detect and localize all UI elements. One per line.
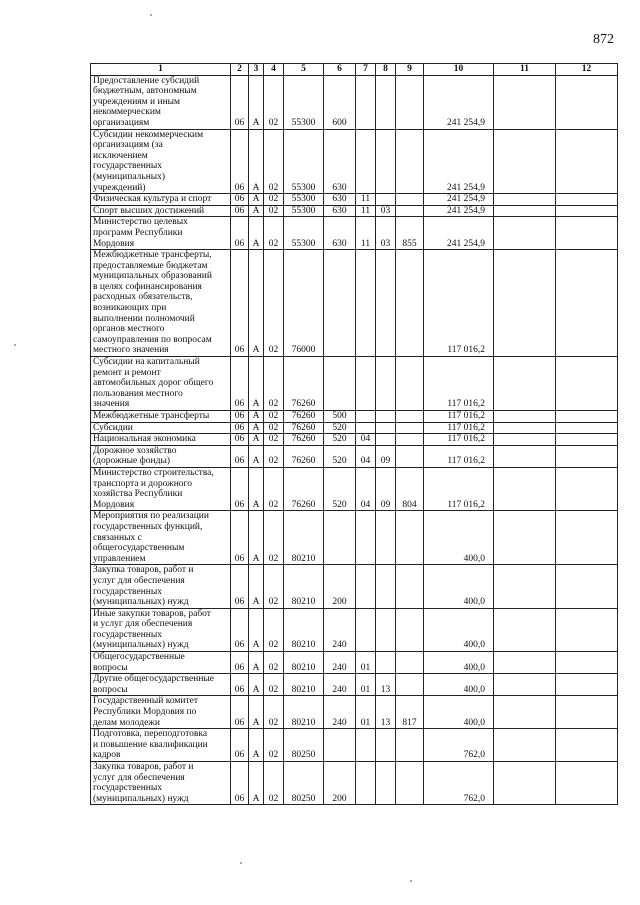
code-cell-c9: [396, 652, 424, 674]
column-header: 3: [249, 64, 264, 76]
code-cell-c4: 02: [264, 511, 284, 565]
amount-cell: 117 016,2: [424, 422, 494, 434]
code-cell-c2: 06: [231, 205, 249, 217]
code-cell-c8: [376, 75, 396, 129]
code-cell-c9: [396, 357, 424, 411]
code-cell-c8: [376, 729, 396, 762]
table-row: [91, 674, 618, 696]
row-description: Субсидии некоммерческим организациям (за исключением государственных (муниципальных) учреждений): [91, 129, 231, 194]
code-cell-c2: 06: [231, 422, 249, 434]
table-row: [91, 762, 618, 805]
code-cell-c8: 13: [376, 674, 396, 696]
code-cell-c8: [376, 762, 396, 805]
column-header: 12: [556, 64, 618, 76]
code-cell-c6: 240: [324, 652, 356, 674]
code-cell-c9: [396, 75, 424, 129]
code-cell-c12: [556, 674, 618, 696]
row-description: Субсидии на капитальный ремонт и ремонт автомобильных дорог общего пользования местного значения: [91, 357, 231, 411]
code-cell-c11: [494, 422, 556, 434]
amount-cell: 241 254,9: [424, 217, 494, 250]
code-cell-c12: [556, 411, 618, 423]
code-cell-c11: [494, 445, 556, 467]
code-cell-c11: [494, 434, 556, 446]
code-cell-c5: 76260: [284, 411, 324, 423]
code-cell-c5: 55300: [284, 129, 324, 194]
scan-speck: [150, 14, 152, 16]
code-cell-c5: 80210: [284, 696, 324, 729]
code-cell-c2: 06: [231, 434, 249, 446]
code-cell-c7: 01: [356, 652, 376, 674]
row-description: Общегосударственные вопросы: [91, 652, 231, 674]
code-cell-c2: 06: [231, 511, 249, 565]
code-cell-c9: 817: [396, 696, 424, 729]
table-row: [91, 696, 618, 729]
code-cell-c6: 200: [324, 565, 356, 608]
code-cell-c4: 02: [264, 434, 284, 446]
code-cell-c6: 240: [324, 674, 356, 696]
row-description: Подготовка, переподготовка и повышение квалификации кадров: [91, 729, 231, 762]
column-header: 10: [424, 64, 494, 76]
code-cell-c3: А: [249, 422, 264, 434]
table-body: [91, 75, 618, 805]
code-cell-c2: 06: [231, 652, 249, 674]
column-header: 5: [284, 64, 324, 76]
scan-speck: [14, 344, 16, 346]
code-cell-c12: [556, 696, 618, 729]
code-cell-c11: [494, 652, 556, 674]
code-cell-c11: [494, 357, 556, 411]
code-cell-c7: 04: [356, 434, 376, 446]
code-cell-c7: [356, 729, 376, 762]
code-cell-c2: 06: [231, 729, 249, 762]
code-cell-c5: 80210: [284, 652, 324, 674]
code-cell-c7: 11: [356, 205, 376, 217]
table-row: [91, 652, 618, 674]
code-cell-c12: [556, 511, 618, 565]
code-cell-c11: [494, 565, 556, 608]
code-cell-c4: 02: [264, 357, 284, 411]
header-row: [91, 64, 618, 76]
code-cell-c7: 11: [356, 194, 376, 206]
code-cell-c5: 80250: [284, 729, 324, 762]
code-cell-c6: 240: [324, 608, 356, 651]
scan-speck: [240, 862, 242, 864]
code-cell-c8: [376, 608, 396, 651]
code-cell-c8: 09: [376, 467, 396, 510]
code-cell-c5: 55300: [284, 205, 324, 217]
code-cell-c11: [494, 129, 556, 194]
code-cell-c7: 01: [356, 696, 376, 729]
code-cell-c9: [396, 608, 424, 651]
code-cell-c2: 06: [231, 194, 249, 206]
amount-cell: 117 016,2: [424, 434, 494, 446]
code-cell-c4: 02: [264, 217, 284, 250]
table-row: [91, 411, 618, 423]
code-cell-c11: [494, 511, 556, 565]
code-cell-c9: [396, 565, 424, 608]
code-cell-c12: [556, 217, 618, 250]
row-description: Закупка товаров, работ и услуг для обеспечения государственных (муниципальных) нужд: [91, 565, 231, 608]
table-row: [91, 357, 618, 411]
code-cell-c6: 240: [324, 696, 356, 729]
row-description: Межбюджетные трансферты: [91, 411, 231, 423]
row-description: Межбюджетные трансферты, предоставляемые бюджетам муниципальных образований в целях софинансирования расходных обязательств, возникающих при выполнении полномочий органов местного самоуправления по вопросам местного значения: [91, 250, 231, 357]
code-cell-c12: [556, 762, 618, 805]
code-cell-c7: [356, 422, 376, 434]
code-cell-c7: [356, 565, 376, 608]
code-cell-c12: [556, 434, 618, 446]
table-row: [91, 565, 618, 608]
column-header: 1: [91, 64, 231, 76]
code-cell-c3: А: [249, 434, 264, 446]
code-cell-c12: [556, 75, 618, 129]
amount-cell: 117 016,2: [424, 411, 494, 423]
code-cell-c7: [356, 250, 376, 357]
amount-cell: 117 016,2: [424, 250, 494, 357]
row-description: Иные закупки товаров, работ и услуг для обеспечения государственных (муниципальных) нужд: [91, 608, 231, 651]
code-cell-c12: [556, 652, 618, 674]
amount-cell: 762,0: [424, 729, 494, 762]
code-cell-c9: [396, 762, 424, 805]
code-cell-c12: [556, 129, 618, 194]
code-cell-c11: [494, 205, 556, 217]
code-cell-c5: 80210: [284, 565, 324, 608]
code-cell-c6: 520: [324, 445, 356, 467]
code-cell-c3: А: [249, 445, 264, 467]
amount-cell: 400,0: [424, 565, 494, 608]
code-cell-c3: А: [249, 217, 264, 250]
code-cell-c4: 02: [264, 205, 284, 217]
code-cell-c3: А: [249, 652, 264, 674]
code-cell-c7: [356, 357, 376, 411]
amount-cell: 241 254,9: [424, 194, 494, 206]
code-cell-c8: 03: [376, 217, 396, 250]
column-header: 6: [324, 64, 356, 76]
code-cell-c9: [396, 194, 424, 206]
amount-cell: 400,0: [424, 696, 494, 729]
code-cell-c9: [396, 729, 424, 762]
table-header: [91, 64, 618, 76]
table-row: [91, 434, 618, 446]
code-cell-c9: [396, 445, 424, 467]
amount-cell: 400,0: [424, 511, 494, 565]
code-cell-c5: 76260: [284, 422, 324, 434]
code-cell-c6: 630: [324, 194, 356, 206]
code-cell-c8: 03: [376, 205, 396, 217]
code-cell-c12: [556, 250, 618, 357]
code-cell-c3: А: [249, 129, 264, 194]
amount-cell: 117 016,2: [424, 467, 494, 510]
code-cell-c4: 02: [264, 467, 284, 510]
row-description: Мероприятия по реализации государственных функций, связанных с общегосударственным управлением: [91, 511, 231, 565]
code-cell-c5: 76260: [284, 434, 324, 446]
amount-cell: 241 254,9: [424, 205, 494, 217]
code-cell-c11: [494, 75, 556, 129]
amount-cell: 762,0: [424, 762, 494, 805]
column-header: 11: [494, 64, 556, 76]
code-cell-c9: 855: [396, 217, 424, 250]
code-cell-c3: А: [249, 357, 264, 411]
code-cell-c2: 06: [231, 467, 249, 510]
code-cell-c9: [396, 129, 424, 194]
code-cell-c9: [396, 250, 424, 357]
code-cell-c3: А: [249, 729, 264, 762]
row-description: Дорожное хозяйство (дорожные фонды): [91, 445, 231, 467]
code-cell-c12: [556, 467, 618, 510]
code-cell-c8: [376, 357, 396, 411]
table-row: [91, 205, 618, 217]
amount-cell: 241 254,9: [424, 75, 494, 129]
code-cell-c2: 06: [231, 411, 249, 423]
code-cell-c7: 04: [356, 467, 376, 510]
code-cell-c6: [324, 511, 356, 565]
column-header: 4: [264, 64, 284, 76]
code-cell-c5: 76260: [284, 445, 324, 467]
code-cell-c3: А: [249, 205, 264, 217]
amount-cell: 400,0: [424, 652, 494, 674]
code-cell-c11: [494, 217, 556, 250]
code-cell-c7: [356, 511, 376, 565]
code-cell-c6: 520: [324, 467, 356, 510]
amount-cell: 400,0: [424, 674, 494, 696]
column-header: 9: [396, 64, 424, 76]
table-row: [91, 467, 618, 510]
code-cell-c4: 02: [264, 608, 284, 651]
budget-table: [90, 63, 618, 805]
code-cell-c5: 80210: [284, 674, 324, 696]
code-cell-c4: 02: [264, 696, 284, 729]
scan-speck: [410, 880, 412, 882]
code-cell-c8: 13: [376, 696, 396, 729]
code-cell-c6: 200: [324, 762, 356, 805]
code-cell-c5: 76000: [284, 250, 324, 357]
code-cell-c7: [356, 75, 376, 129]
code-cell-c6: 520: [324, 422, 356, 434]
table-row: [91, 511, 618, 565]
code-cell-c11: [494, 250, 556, 357]
code-cell-c2: 06: [231, 696, 249, 729]
code-cell-c6: 600: [324, 75, 356, 129]
code-cell-c2: 06: [231, 674, 249, 696]
code-cell-c12: [556, 729, 618, 762]
code-cell-c5: 55300: [284, 217, 324, 250]
code-cell-c2: 06: [231, 129, 249, 194]
code-cell-c2: 06: [231, 357, 249, 411]
code-cell-c7: 04: [356, 445, 376, 467]
amount-cell: 117 016,2: [424, 357, 494, 411]
code-cell-c3: А: [249, 565, 264, 608]
code-cell-c9: 804: [396, 467, 424, 510]
code-cell-c4: 02: [264, 762, 284, 805]
code-cell-c3: А: [249, 467, 264, 510]
code-cell-c9: [396, 411, 424, 423]
code-cell-c5: 80210: [284, 511, 324, 565]
row-description: Государственный комитет Республики Мордовия по делам молодежи: [91, 696, 231, 729]
row-description: Министерство целевых программ Республики Мордовия: [91, 217, 231, 250]
amount-cell: 117 016,2: [424, 445, 494, 467]
code-cell-c6: [324, 729, 356, 762]
code-cell-c12: [556, 445, 618, 467]
code-cell-c3: А: [249, 194, 264, 206]
code-cell-c8: [376, 511, 396, 565]
code-cell-c5: 55300: [284, 194, 324, 206]
code-cell-c6: [324, 250, 356, 357]
code-cell-c3: А: [249, 696, 264, 729]
table-row: [91, 445, 618, 467]
code-cell-c3: А: [249, 674, 264, 696]
code-cell-c12: [556, 608, 618, 651]
row-description: Закупка товаров, работ и услуг для обеспечения государственных (муниципальных) нужд: [91, 762, 231, 805]
code-cell-c4: 02: [264, 250, 284, 357]
code-cell-c8: [376, 250, 396, 357]
code-cell-c6: 630: [324, 205, 356, 217]
code-cell-c7: 01: [356, 674, 376, 696]
code-cell-c7: [356, 762, 376, 805]
code-cell-c12: [556, 565, 618, 608]
code-cell-c11: [494, 696, 556, 729]
code-cell-c3: А: [249, 411, 264, 423]
code-cell-c7: 11: [356, 217, 376, 250]
code-cell-c3: А: [249, 250, 264, 357]
code-cell-c8: [376, 411, 396, 423]
code-cell-c5: 55300: [284, 75, 324, 129]
code-cell-c5: 80210: [284, 608, 324, 651]
code-cell-c2: 06: [231, 75, 249, 129]
code-cell-c7: [356, 608, 376, 651]
code-cell-c8: [376, 129, 396, 194]
code-cell-c4: 02: [264, 652, 284, 674]
code-cell-c7: [356, 411, 376, 423]
row-description: Национальная экономика: [91, 434, 231, 446]
code-cell-c5: 76260: [284, 357, 324, 411]
table-row: [91, 194, 618, 206]
code-cell-c4: 02: [264, 129, 284, 194]
code-cell-c4: 02: [264, 729, 284, 762]
code-cell-c11: [494, 674, 556, 696]
code-cell-c9: [396, 674, 424, 696]
code-cell-c3: А: [249, 75, 264, 129]
code-cell-c2: 06: [231, 762, 249, 805]
row-description: Субсидии: [91, 422, 231, 434]
code-cell-c3: А: [249, 511, 264, 565]
amount-cell: 400,0: [424, 608, 494, 651]
code-cell-c12: [556, 357, 618, 411]
amount-cell: 241 254,9: [424, 129, 494, 194]
code-cell-c9: [396, 434, 424, 446]
row-description: Министерство строительства, транспорта и дорожного хозяйства Республики Мордовия: [91, 467, 231, 510]
code-cell-c3: А: [249, 762, 264, 805]
code-cell-c11: [494, 729, 556, 762]
code-cell-c2: 06: [231, 250, 249, 357]
code-cell-c8: [376, 194, 396, 206]
code-cell-c2: 06: [231, 565, 249, 608]
code-cell-c4: 02: [264, 422, 284, 434]
row-description: Предоставление субсидий бюджетным, автономным учреждениям и иным некоммерческим организациям: [91, 75, 231, 129]
code-cell-c8: [376, 422, 396, 434]
column-header: 7: [356, 64, 376, 76]
table-row: [91, 75, 618, 129]
column-header: 8: [376, 64, 396, 76]
code-cell-c4: 02: [264, 411, 284, 423]
code-cell-c8: [376, 565, 396, 608]
code-cell-c9: [396, 511, 424, 565]
table-row: [91, 729, 618, 762]
column-header: 2: [231, 64, 249, 76]
table-row: [91, 217, 618, 250]
code-cell-c6: 520: [324, 434, 356, 446]
code-cell-c4: 02: [264, 445, 284, 467]
code-cell-c11: [494, 608, 556, 651]
code-cell-c8: 09: [376, 445, 396, 467]
code-cell-c4: 02: [264, 75, 284, 129]
code-cell-c4: 02: [264, 565, 284, 608]
code-cell-c4: 02: [264, 674, 284, 696]
table-row: [91, 129, 618, 194]
table-row: [91, 250, 618, 357]
code-cell-c6: 500: [324, 411, 356, 423]
code-cell-c5: 76260: [284, 467, 324, 510]
code-cell-c2: 06: [231, 445, 249, 467]
code-cell-c9: [396, 422, 424, 434]
code-cell-c11: [494, 467, 556, 510]
code-cell-c8: [376, 652, 396, 674]
table-row: [91, 422, 618, 434]
code-cell-c11: [494, 762, 556, 805]
row-description: Другие общегосударственные вопросы: [91, 674, 231, 696]
table-row: [91, 608, 618, 651]
code-cell-c2: 06: [231, 217, 249, 250]
code-cell-c6: 630: [324, 217, 356, 250]
code-cell-c12: [556, 194, 618, 206]
code-cell-c5: 80250: [284, 762, 324, 805]
code-cell-c4: 02: [264, 194, 284, 206]
code-cell-c11: [494, 411, 556, 423]
page-number: 872: [593, 32, 614, 47]
code-cell-c3: А: [249, 608, 264, 651]
code-cell-c9: [396, 205, 424, 217]
code-cell-c12: [556, 422, 618, 434]
code-cell-c12: [556, 205, 618, 217]
code-cell-c2: 06: [231, 608, 249, 651]
code-cell-c7: [356, 129, 376, 194]
code-cell-c6: 630: [324, 129, 356, 194]
row-description: Спорт высших достижений: [91, 205, 231, 217]
code-cell-c11: [494, 194, 556, 206]
code-cell-c6: [324, 357, 356, 411]
row-description: Физическая культура и спорт: [91, 194, 231, 206]
code-cell-c8: [376, 434, 396, 446]
